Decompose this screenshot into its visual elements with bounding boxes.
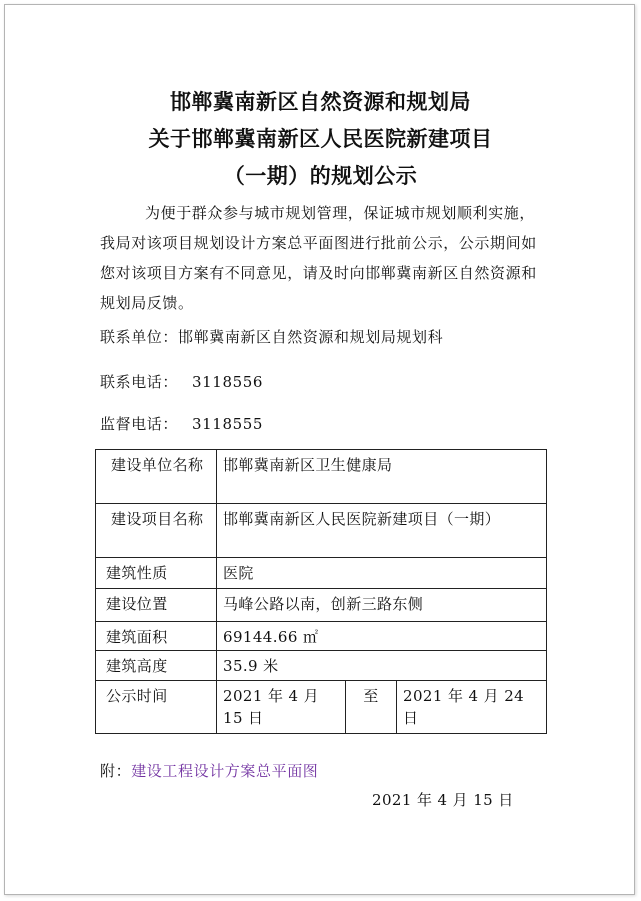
period-to: 至: [346, 681, 397, 734]
contact-unit-value: 邯郸冀南新区自然资源和规划局规划科: [178, 328, 444, 346]
table-row: [96, 558, 547, 589]
period-end: 2021 年 4 月 24 日: [397, 681, 547, 734]
contact-phone-label: 联系电话：: [100, 373, 179, 391]
period-start: 2021 年 4 月 15 日: [217, 681, 346, 734]
contact-unit-label: 联系单位：: [100, 328, 179, 346]
intro-paragraph: 为便于群众参与城市规划管理，保证城市规划顺利实施，我局对该项目规划设计方案总平面图进行批前公示，公示期间如您对该项目方案有不同意见，请及时向邯郸冀南新区自然资源和规划局反馈。: [100, 204, 537, 312]
project-label: 建设项目名称: [96, 504, 217, 558]
title-line-3: （一期）的规划公示: [223, 164, 418, 188]
table-row: [96, 589, 547, 622]
title-line-1: 邯郸冀南新区自然资源和规划局: [170, 90, 471, 114]
project-info-table: [95, 449, 547, 734]
table-row: [96, 450, 547, 504]
contact-phone: [100, 371, 263, 392]
table-row: [96, 651, 547, 681]
supervise-phone-label: 监督电话：: [100, 415, 179, 433]
attachment: [100, 760, 318, 781]
height-label: 建筑高度: [96, 651, 217, 681]
project-value: 邯郸冀南新区人民医院新建项目（一期）: [217, 504, 547, 558]
period-label: 公示时间: [96, 681, 217, 734]
supervise-phone: [100, 413, 263, 434]
contact-phone-value: 3118556: [192, 373, 264, 391]
contact-unit: [100, 326, 443, 347]
location-value: 马峰公路以南，创新三路东侧: [217, 589, 547, 622]
publish-date: 2021 年 4 月 15 日: [372, 791, 514, 809]
table-row: [96, 504, 547, 558]
table-row: [96, 681, 547, 734]
attachment-link[interactable]: 建设工程设计方案总平面图: [131, 762, 319, 780]
title-line-2: 关于邯郸冀南新区人民医院新建项目: [148, 127, 493, 151]
builder-label: 建设单位名称: [96, 450, 217, 504]
location-label: 建设位置: [96, 589, 217, 622]
area-value: 69144.66 ㎡: [217, 622, 547, 651]
supervise-phone-value: 3118555: [192, 415, 264, 433]
builder-value: 邯郸冀南新区卫生健康局: [217, 450, 547, 504]
nature-value: 医院: [217, 558, 547, 589]
nature-label: 建筑性质: [96, 558, 217, 589]
attachment-label: 附：: [100, 762, 132, 780]
area-label: 建筑面积: [96, 622, 217, 651]
height-value: 35.9 米: [217, 651, 547, 681]
table-row: [96, 622, 547, 651]
